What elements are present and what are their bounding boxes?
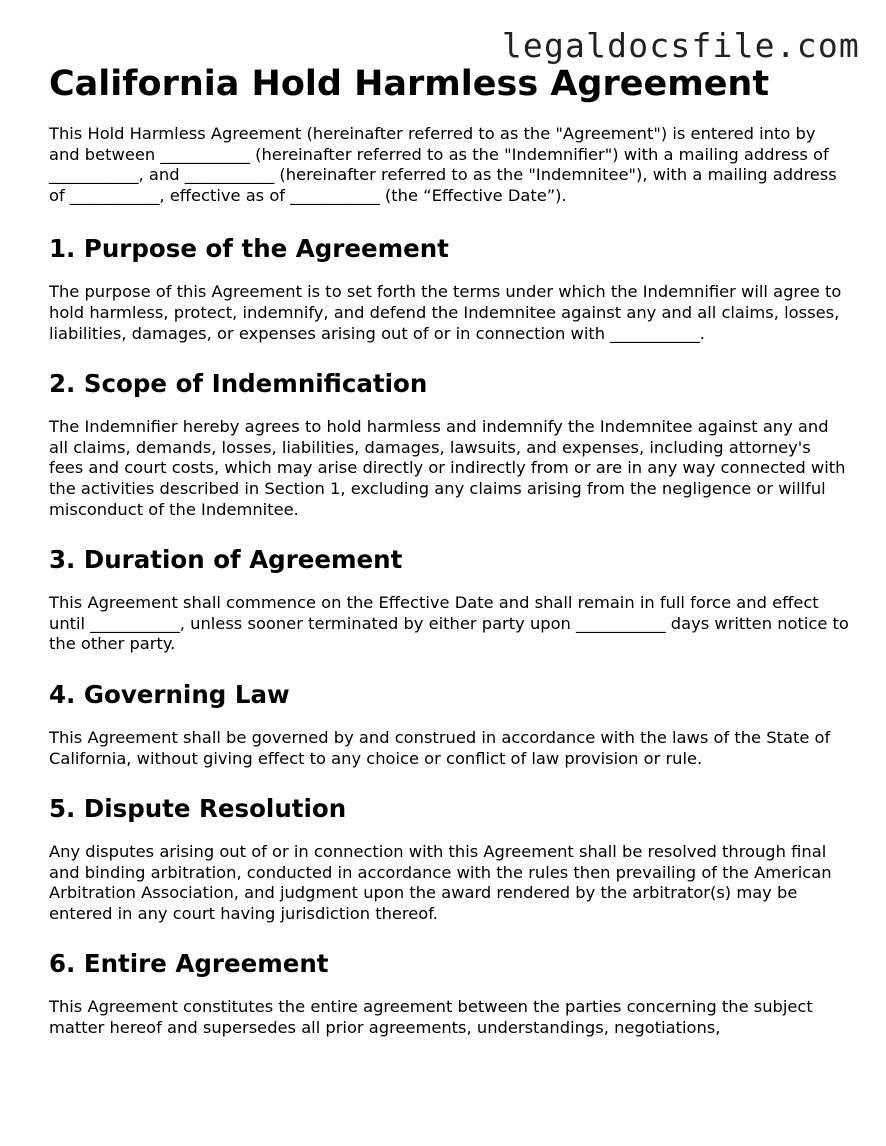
section-heading: 4. Governing Law bbox=[49, 679, 290, 709]
section-heading: 6. Entire Agreement bbox=[49, 949, 329, 979]
section-heading: 2. Scope of Indemnification bbox=[49, 369, 428, 399]
document-title: California Hold Harmless Agreement bbox=[49, 64, 770, 104]
section-body: Any disputes arising out of or in connection with this Agreement shall be resolved through final and binding arbitration, conducted in accordance with the rules then prevailing of the American Arbitration Association, and judgment upon the award rendered by the arbitrator(s) may be entered in any court having jurisdiction thereof. bbox=[49, 842, 832, 923]
section-body: The purpose of this Agreement is to set forth the terms under which the Indemnifier will agree to hold harmless, protect, indemnify, and defend the Indemnitee against any and all claims, losses, liabilities, damages, or expenses arising out of or in connection with ___________. bbox=[49, 282, 842, 343]
section-purpose bbox=[49, 234, 849, 344]
section-heading: 3. Duration of Agreement bbox=[49, 545, 403, 575]
section-body: This Agreement constitutes the entire agreement between the parties concerning the subject matter hereof and supersedes all prior agreements, understandings, negotiations, bbox=[49, 997, 813, 1038]
section-dispute-resolution bbox=[49, 794, 849, 924]
section-duration bbox=[49, 545, 849, 655]
section-scope bbox=[49, 369, 849, 520]
document-page bbox=[49, 62, 849, 1064]
section-heading: 1. Purpose of the Agreement bbox=[49, 234, 449, 264]
site-watermark: legaldocsfile.com bbox=[501, 26, 860, 65]
intro-paragraph: This Hold Harmless Agreement (hereinafter referred to as the "Agreement") is entered into by and between ___________ (hereinafter referred to as the "Indemnifier") with a mailing address of ___________, and ___________ (hereinafter referred to as the "Indemnitee"), with a mailing address of ___________, effective as of ___________ (the “Effective Date”). bbox=[49, 124, 837, 205]
section-body: This Agreement shall be governed by and construed in accordance with the laws of the State of California, without giving effect to any choice or conflict of law provision or rule. bbox=[49, 727, 831, 768]
section-body: The Indemnifier hereby agrees to hold harmless and indemnify the Indemnitee against any and all claims, demands, losses, liabilities, damages, lawsuits, and expenses, including attorney's fees and court costs, which may arise directly or indirectly from or are in any way connected with the activities described in Section 1, excluding any claims arising from the negligence or willful misconduct of the Indemnitee. bbox=[49, 417, 846, 519]
section-governing-law bbox=[49, 680, 849, 769]
section-entire-agreement bbox=[49, 949, 849, 1038]
section-heading: 5. Dispute Resolution bbox=[49, 794, 347, 824]
section-body: This Agreement shall commence on the Effective Date and shall remain in full force and effect until ___________, unless sooner terminated by either party upon ___________ days written notice to the other party. bbox=[49, 593, 849, 654]
